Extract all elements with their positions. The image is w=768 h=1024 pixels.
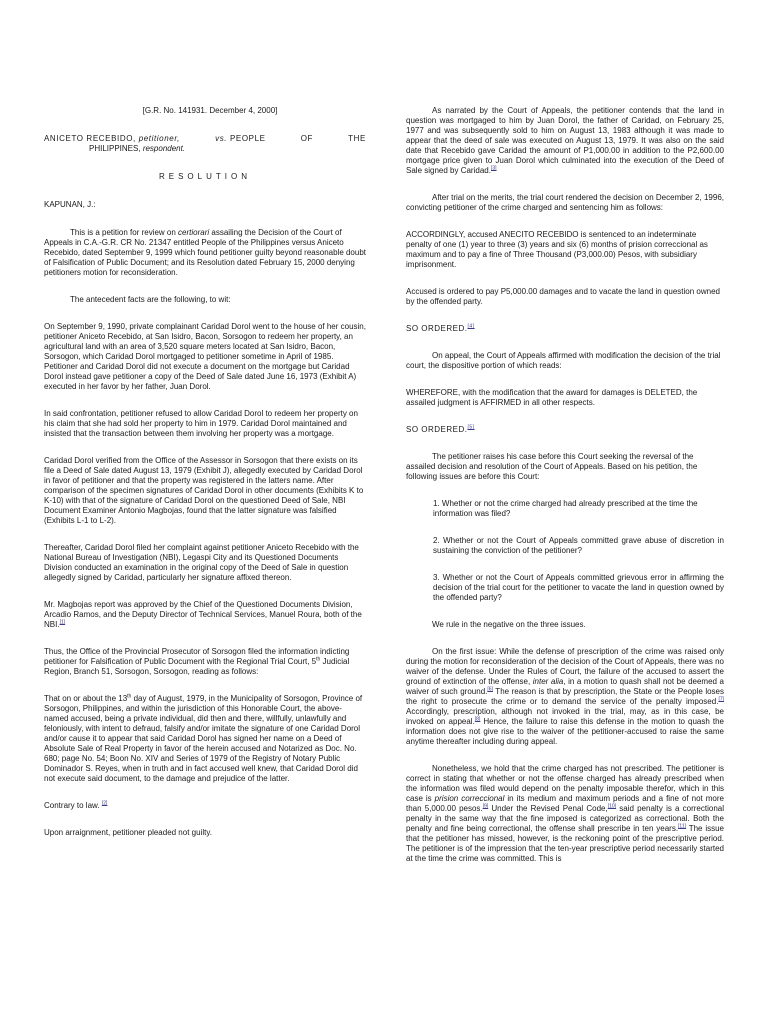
paragraph-facts-4: Thereafter, Caridad Dorol filed her complaint against petitioner Aniceto Recebido with the National Bureau of Investigation (NBI), Legaspi City and its Questioned Documents Division conducted an examination in the original copy of the Deed of Sale in question allegedly signed by Caridad, particularly her signature affixed thereon.	[44, 543, 359, 582]
paragraph-facts-2: In said confrontation, petitioner refused to allow Caridad Dorol to redeem her property on his claim that she had sold her property to him in 1979. Caridad Dorol maintained and insisted that the transaction between them involving her property was a mortgage.	[44, 409, 358, 438]
footnote-link-7[interactable]: [7]	[718, 696, 724, 703]
party-petitioner: ANICETO RECEBIDO,	[44, 134, 136, 143]
footnote-link-4[interactable]: [4]	[467, 323, 475, 330]
paragraph-facts-3: Caridad Dorol verified from the Office of the Assessor in Sorsogon that there exists on its file a Deed of Sale dated August 13, 1979 (Exhibit J), allegedly executed by Caridad Dorol in favor of petitioner and that the property was registered in the latters name. After comparison of the specimen signatures of Caridad Dorol in other documents (Exhibits K to K-10) with that of the signature of Caridad Dorol on the questioned Deed of Sale, NBI Document Examiner Antonio Magbojas, found that the latter signature was falsified (Exhibits L-1 to L-2).	[44, 456, 364, 525]
footnote-link-2[interactable]: [2]	[101, 800, 108, 807]
paragraph-dispositive-ca: WHEREFORE, with the modification that the award for damages is DELETED, the assailed judgment is AFFIRMED in all other respects.	[406, 388, 698, 407]
case-number: [G.R. No. 141931. December 4, 2000]	[142, 106, 278, 115]
footnote-link-10[interactable]: [10]	[607, 803, 617, 810]
petitioner-role: petitioner,	[138, 134, 180, 143]
paragraph-trial: After trial on the merits, the trial court rendered the decision on December 2, 1996, convicting petitioner of the crime charged and sentencing him as follows:	[406, 193, 724, 212]
party-respondent-2: OF	[300, 134, 314, 143]
issue-3: 3. Whether or not the Court of Appeals committed grievous error in affirming the decision of the trial court for the petitioner to vacate the land in question owned by the offended party?	[433, 573, 724, 602]
paragraph-first-issue: On the first issue: While the defense of prescription of the crime was raised only during the motion for reconsideration of the decision of the Court of Appeals, there was no waiver of the defense. Under the Rules of Court, the failure of the accused to assert the ground of extinction of the offense, inter alia, in a motion to quash shall not be deemed a waiver of such ground.[6] The reason is that by prescription, the State or the People loses the right to prosecute the crime or to demand the service of the penalty imposed.[7] Accordingly, prescription, although not invoked in the trial, may, as in this case, be invoked on appeal.[8] Hence, the failure to raise this defense in the motion to quash the information does not give rise to the waiver of the petitioner-accused to raise the same anytime thereafter including during appeal.	[406, 647, 724, 746]
paragraph-facts-5: Mr. Magbojas report was approved by the Chief of the Questioned Documents Division, Arcadio Ramos, and the Deputy Director of Technical Services, Manuel Roura, both of the NBI.[1]	[44, 600, 362, 629]
left-column	[44, 106, 366, 855]
party-respondent-3: THE	[348, 134, 366, 143]
document-title: RESOLUTION	[158, 172, 251, 181]
footnote-link-6[interactable]: [6]	[487, 686, 493, 693]
paragraph-information: Thus, the Office of the Provincial Prosecutor of Sorsogon filed the information indicting petitioner for Falsification of Public Document with the Regional Trial Court, 5th Judicial Region, Branch 51, Sorsogon, Sorsogon, reading as follows:	[44, 647, 350, 676]
paragraph-petition: This is a petition for review on certiorari assailing the Decision of the Court of Appeals in C.A.-G.R. CR No. 21347 entitled People of the Philippines versus Aniceto Recebido, dated September 9, 1999 which found petitioner guilty beyond reasonable doubt of Falsification of Public Document; and its Resolution dated February 15, 2000 denying petitioners motion for reconsideration.	[44, 228, 367, 277]
footnote-link-1[interactable]: [1]	[59, 619, 66, 626]
respondent-role: respondent.	[142, 144, 186, 153]
issue-1: 1. Whether or not the crime charged had already prescribed at the time the information was filed?	[433, 499, 698, 518]
right-column	[406, 106, 724, 881]
party-respondent-1: PEOPLE	[229, 134, 266, 143]
paragraph-antecedent: The antecedent facts are the following, to wit:	[70, 295, 231, 304]
paragraph-contrary: Contrary to law. [2]	[44, 800, 108, 810]
paragraph-so-ordered-1: SO ORDERED.[4]	[406, 323, 475, 333]
footnote-link-3[interactable]: [3]	[490, 165, 497, 172]
paragraph-so-ordered-2: SO ORDERED.[5]	[406, 424, 475, 434]
footnote-link-11[interactable]: [11]	[678, 823, 687, 830]
footnote-link-9[interactable]: [9]	[482, 803, 489, 810]
footnote-link-5[interactable]: [5]	[467, 424, 475, 431]
ponente: KAPUNAN, J.:	[44, 200, 96, 209]
paragraph-narration: As narrated by the Court of Appeals, the petitioner contends that the land in question was mortgaged to him by Juan Dorol, the father of Caridad, on February 25, 1977 and was subsequently sold to him on August 13, 1983 although it was made to appear that the deed of sale was executed on August 13, 1979. It was also on the said date that Recebido gave Caridad the amount of P1,000.00 in addition to the P2,600.00 mortgage price given to Juan Dorol which culminated into the execution of the Deed of Sale signed by Caridad.[3]	[406, 106, 724, 175]
party-respondent-cont: PHILIPPINES,	[89, 144, 141, 153]
case-parties	[44, 134, 366, 154]
paragraph-damages: Accused is ordered to pay P5,000.00 damages and to vacate the land in question owned by the offended party.	[406, 287, 720, 306]
paragraph-dispositive-rtc: ACCORDINGLY, accused ANECITO RECEBIDO is sentenced to an indeterminate penalty of one (1) year to three (3) years and six (6) months of prision correccional as maximum and to pay a fine of Three Thousand (P3,000.00) Pesos, with subsidiary imprisonment.	[406, 230, 708, 269]
versus: vs.	[215, 134, 228, 143]
paragraph-prescription: Nonetheless, we hold that the crime charged has not prescribed. The petitioner is correct in stating that whether or not the offense charged has already prescribed when the information was filed would depend on the penalty imposable therefor, which in this case is prision correccional in its medium and maximum periods and a fine of not more than 5,000.00 pesos.[9] Under the Revised Penal Code,[10] said penalty is a correctional penalty in the same way that the fine imposed is categorized as correctional. Both the penalty and fine being correctional, the offense shall prescribe in ten years.[11] The issue that the petitioner has missed, however, is the reckoning point of the prescriptive period. The petitioner is of the impression that the ten-year prescriptive period necessarily started at the time the crime was committed. This is	[406, 764, 724, 863]
paragraph-facts-1: On September 9, 1990, private complainant Caridad Dorol went to the house of her cousin, petitioner Aniceto Recebido, at San Isidro, Bacon, Sorsogon to redeem her property, an agricultural land with an area of 3,520 square meters located at San Isidro, Bacon, Sorsogon, which Caridad Dorol mortgaged to petitioner sometime in April of 1985. Petitioner and Caridad Dorol did not execute a document on the mortgage but Caridad Dorol instead gave petitioner a copy of the Deed of Sale dated June 16, 1973 (Exhibit A) executed in her favor by her father, Juan Dorol.	[44, 322, 366, 391]
paragraph-issues-intro: The petitioner raises his case before this Court seeking the reversal of the assailed decision and resolution of the Court of Appeals. Based on his petition, the following issues are before this Court:	[406, 452, 698, 481]
paragraph-arraignment: Upon arraignment, petitioner pleaded not guilty.	[44, 828, 212, 837]
paragraph-information-text: That on or about the 13th day of August, 1979, in the Municipality of Sorsogon, Province of Sorsogon, Philippines, and within the jurisdiction of this Honorable Court, the above-named accused, being a private individual, did then and there, willfully, unlawfully and feloniously, with intent to defraud, falsify and/or imitate the signature of one Caridad Dorol and/or cause it to appear that said Caridad Dorol has signed her name on a Deed of Absolute Sale of Real Property in favor of the herein accused and Notarized as Doc. No. 680; page No. 54; Boon No. XIV and Series of 1979 of the Registry of Notary Public Dominador S. Reyes, when in truth and in fact accused well knew, that Caridad Dorol did not execute said document, to the damage and prejudice of the latter.	[44, 693, 363, 783]
paragraph-ruling: We rule in the negative on the three issues.	[432, 620, 586, 629]
footnote-link-8[interactable]: [8]	[474, 716, 481, 723]
paragraph-appeal: On appeal, the Court of Appeals affirmed with modification the decision of the trial court, the dispositive portion of which reads:	[406, 351, 721, 370]
issue-2: 2. Whether or not the Court of Appeals committed grave abuse of discretion in sustaining the conviction of the petitioner?	[433, 536, 724, 555]
